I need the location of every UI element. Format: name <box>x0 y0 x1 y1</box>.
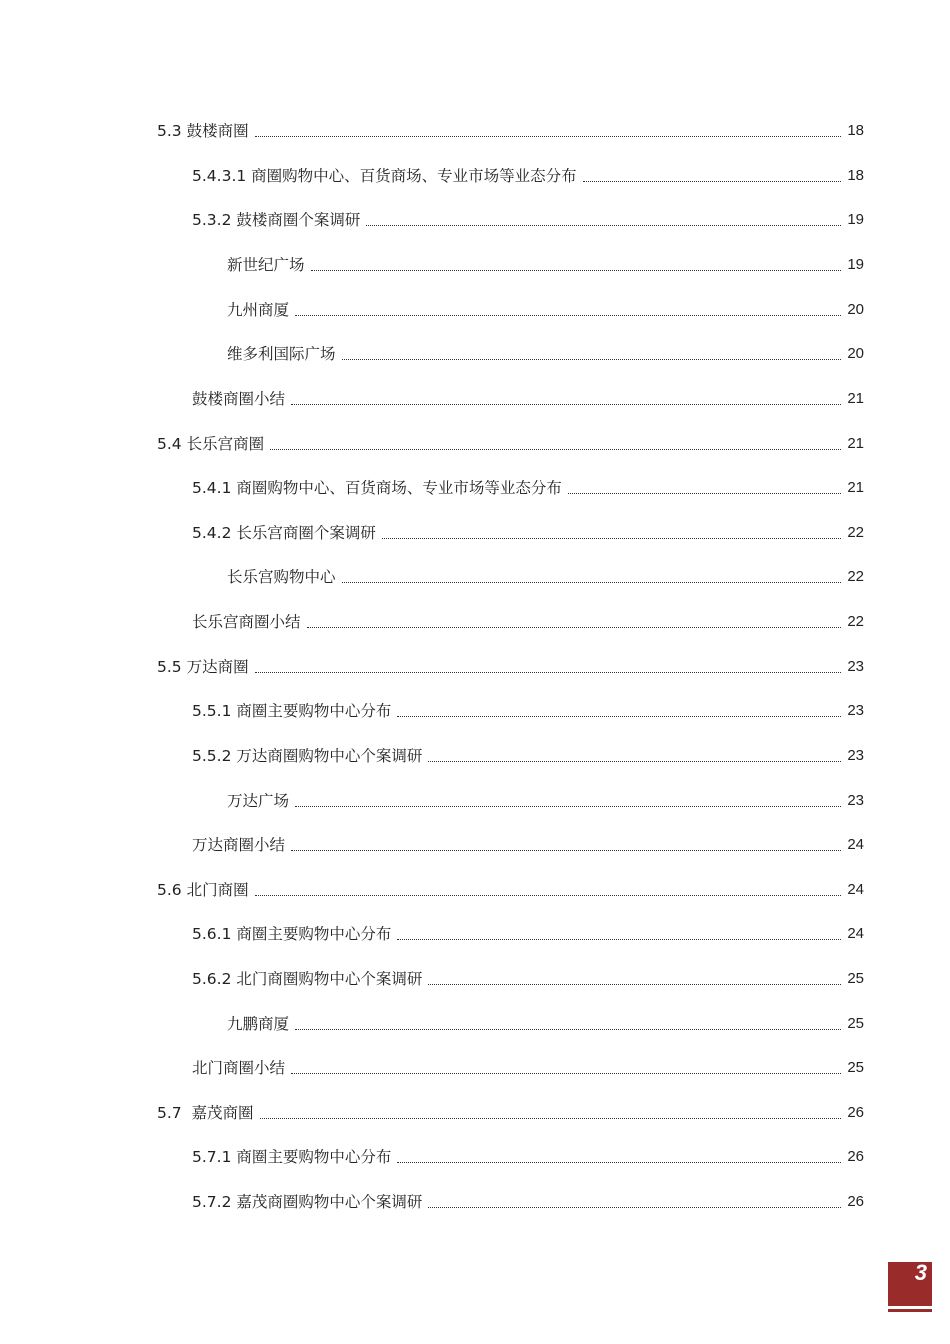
toc-page-number: 25 <box>847 1015 864 1032</box>
toc-entry-title: 九州商厦 <box>227 301 290 319</box>
toc-entry-title: 5.3 鼓楼商圈 <box>157 122 249 140</box>
toc-entry-title: 长乐宫商圈小结 <box>192 613 301 631</box>
toc-entry-title: 九鹏商厦 <box>227 1015 290 1033</box>
toc-dot-leader <box>255 672 842 673</box>
toc-entry-title: 5.7.1 商圈主要购物中心分布 <box>192 1148 392 1166</box>
toc-dot-leader <box>260 1118 842 1119</box>
toc-entry[interactable] <box>192 1143 864 1167</box>
toc-page-number: 19 <box>847 256 864 273</box>
toc-entry[interactable] <box>227 787 864 811</box>
page-number-badge <box>888 1262 932 1306</box>
toc-page-number: 22 <box>847 613 864 630</box>
toc-entry-title: 万达广场 <box>227 792 290 810</box>
toc-entry[interactable] <box>192 162 864 186</box>
toc-dot-leader <box>291 1073 841 1074</box>
toc-dot-leader <box>342 582 842 583</box>
toc-page-number: 21 <box>847 479 864 496</box>
toc-dot-leader <box>568 493 841 494</box>
toc-entry-title: 鼓楼商圈小结 <box>192 390 286 408</box>
page-number: 3 <box>914 1260 927 1285</box>
toc-entry[interactable] <box>192 1054 864 1078</box>
toc-page-number: 24 <box>847 881 864 898</box>
toc-page-number: 20 <box>847 345 864 362</box>
toc-dot-leader <box>583 181 842 182</box>
toc-entry[interactable] <box>157 876 864 900</box>
toc-entry[interactable] <box>157 653 864 677</box>
toc-entry-title: 北门商圈小结 <box>192 1059 286 1077</box>
toc-entry[interactable] <box>192 206 864 230</box>
toc-entry-title: 5.5.1 商圈主要购物中心分布 <box>192 702 392 720</box>
toc-entry-title: 5.4 长乐宫商圈 <box>157 435 265 453</box>
toc-entry-title: 5.4.2 长乐宫商圈个案调研 <box>192 524 376 542</box>
toc-dot-leader <box>255 136 842 137</box>
toc-entry-title: 5.6.2 北门商圈购物中心个案调研 <box>192 970 423 988</box>
toc-dot-leader <box>397 939 841 940</box>
toc-dot-leader <box>311 270 842 271</box>
toc-entry-title: 新世纪广场 <box>227 256 305 274</box>
toc-page-number: 18 <box>847 167 864 184</box>
toc-dot-leader <box>295 1029 841 1030</box>
toc-entry[interactable] <box>192 831 864 855</box>
toc-entry[interactable] <box>192 697 864 721</box>
toc-dot-leader <box>382 538 841 539</box>
toc-page-number: 20 <box>847 301 864 318</box>
toc-dot-leader <box>397 1162 841 1163</box>
toc-dot-leader <box>307 627 842 628</box>
toc-entry[interactable] <box>227 340 864 364</box>
toc-entry-title: 5.7 嘉茂商圈 <box>157 1104 254 1122</box>
toc-dot-leader <box>397 716 841 717</box>
toc-page-number: 26 <box>847 1104 864 1121</box>
toc-page-number: 22 <box>847 568 864 585</box>
toc-entry[interactable] <box>192 385 864 409</box>
toc-page-number: 21 <box>847 435 864 452</box>
toc-entry-title: 5.6.1 商圈主要购物中心分布 <box>192 925 392 943</box>
toc-entry[interactable] <box>192 519 864 543</box>
toc-entry[interactable] <box>227 296 864 320</box>
toc-entry[interactable] <box>227 563 864 587</box>
toc-entry[interactable] <box>192 920 864 944</box>
toc-entry[interactable] <box>192 608 864 632</box>
toc-page-number: 25 <box>847 1059 864 1076</box>
toc-entry[interactable] <box>157 430 864 454</box>
toc-dot-leader <box>291 404 841 405</box>
toc-entry-title: 5.5 万达商圈 <box>157 658 249 676</box>
toc-entry[interactable] <box>157 117 864 141</box>
toc-page-number: 23 <box>847 792 864 809</box>
toc-entry-title: 5.5.2 万达商圈购物中心个案调研 <box>192 747 423 765</box>
toc-page-number: 25 <box>847 970 864 987</box>
toc-dot-leader <box>342 359 842 360</box>
toc-page-number: 24 <box>847 836 864 853</box>
toc-page-number: 23 <box>847 747 864 764</box>
toc-dot-leader <box>291 850 841 851</box>
toc-entry-title: 万达商圈小结 <box>192 836 286 854</box>
page-number-underline <box>888 1309 932 1312</box>
toc-entry[interactable] <box>192 742 864 766</box>
toc-entry[interactable] <box>227 1010 864 1034</box>
toc-page-number: 24 <box>847 925 864 942</box>
toc-entry[interactable] <box>157 1099 864 1123</box>
toc-entry-title: 长乐宫购物中心 <box>227 568 336 586</box>
toc-page-number: 26 <box>847 1148 864 1165</box>
toc-page-number: 21 <box>847 390 864 407</box>
toc-dot-leader <box>428 761 841 762</box>
toc-entry[interactable] <box>227 251 864 275</box>
toc-dot-leader <box>270 449 841 450</box>
toc-entry[interactable] <box>192 965 864 989</box>
toc-page-number: 18 <box>847 122 864 139</box>
toc-page-number: 23 <box>847 658 864 675</box>
toc-dot-leader <box>255 895 842 896</box>
toc-page-number: 22 <box>847 524 864 541</box>
toc-dot-leader <box>366 225 841 226</box>
toc-entry-title: 5.3.2 鼓楼商圈个案调研 <box>192 211 361 229</box>
toc-entry-title: 5.6 北门商圈 <box>157 881 249 899</box>
toc-dot-leader <box>295 806 841 807</box>
toc-page-number: 26 <box>847 1193 864 1210</box>
toc-entry-title: 维多利国际广场 <box>227 345 336 363</box>
toc-dot-leader <box>295 315 841 316</box>
toc-entry[interactable] <box>192 474 864 498</box>
toc-entry-title: 5.4.1 商圈购物中心、百货商场、专业市场等业态分布 <box>192 479 562 497</box>
toc-entry-title: 5.7.2 嘉茂商圈购物中心个案调研 <box>192 1193 423 1211</box>
toc-entry-title: 5.4.3.1 商圈购物中心、百货商场、专业市场等业态分布 <box>192 167 577 185</box>
toc-page-number: 23 <box>847 702 864 719</box>
toc-page-number: 19 <box>847 211 864 228</box>
toc-entry[interactable] <box>192 1188 864 1212</box>
toc-dot-leader <box>428 1207 841 1208</box>
toc-dot-leader <box>428 984 841 985</box>
